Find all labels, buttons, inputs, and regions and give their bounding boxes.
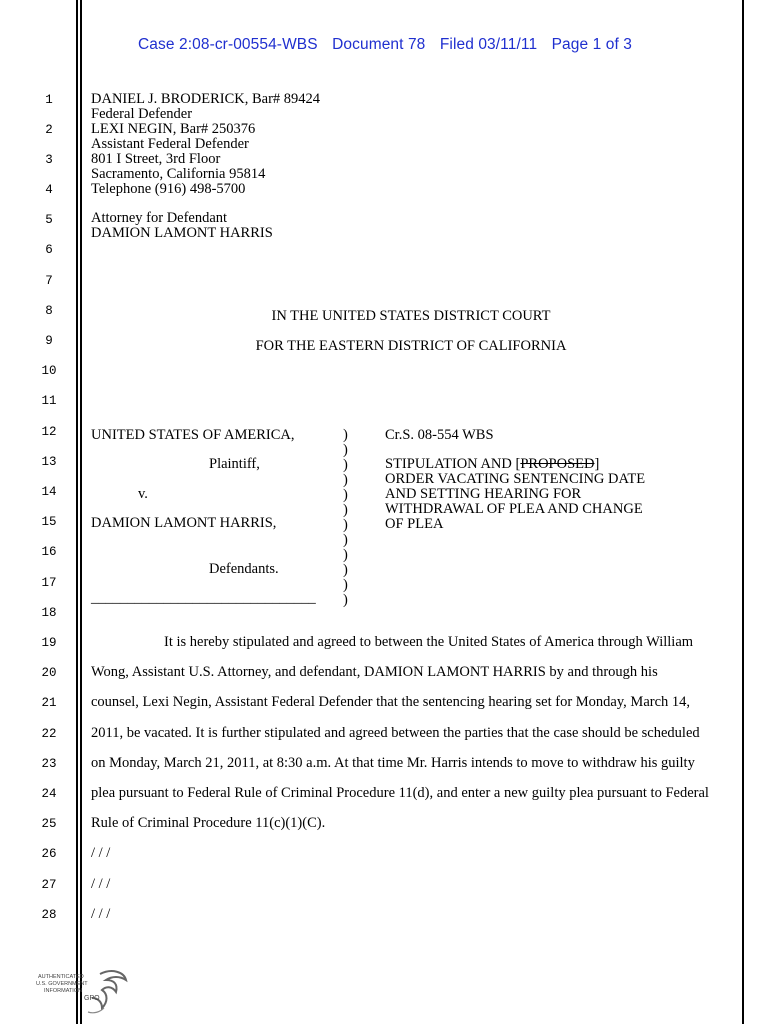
seal-line: U.S. GOVERNMENT [36,981,88,987]
body-line: counsel, Lexi Negin, Assistant Federal Defender that the sentencing hearing set for Monday, March 14, [91,694,691,710]
line-number: 24 [41,787,57,801]
document-title-first-line [385,457,599,472]
line-number: 19 [41,636,57,650]
body-line: plea pursuant to Federal Rule of Criminal Procedure 11(d), and enter a new guilty plea pursuant to Federal [91,785,709,801]
continuation-mark: / / / [91,906,111,922]
line-number: 9 [45,334,53,348]
seal-line: AUTHENTICATED [38,974,84,980]
attorney-line: DANIEL J. BRODERICK, Bar# 89424 [91,91,321,107]
caption-paren: ) [343,577,348,593]
line-number: 10 [41,364,57,378]
plaintiff-name: UNITED STATES OF AMERICA, [91,427,295,443]
line-number: 21 [41,696,57,710]
caption-paren: ) [343,562,348,578]
seal-gpo-text: GPO [84,995,100,1002]
title-suffix: ] [594,456,600,472]
attorney-for-line: Attorney for Defendant [91,210,228,226]
line-number: 15 [41,515,57,529]
header-document-number: Document 78 [332,36,426,53]
line-number: 11 [41,394,57,408]
title-struck-word: PROPOSED [520,456,595,472]
caption-paren: ) [343,457,348,473]
title-prefix: STIPULATION AND [ [385,456,521,472]
defendant-role: Defendants. [209,561,279,577]
caption-paren: ) [343,592,348,608]
line-number: 23 [41,757,57,771]
document-title-line: ORDER VACATING SENTENCING DATE [385,471,646,487]
caption-paren: ) [343,472,348,488]
case-number: Cr.S. 08-554 WBS [385,427,494,443]
line-number: 7 [45,274,53,288]
filing-header [0,36,770,54]
caption-paren: ) [343,547,348,563]
line-number: 12 [41,425,57,439]
line-number: 3 [45,153,53,167]
line-number: 14 [41,485,57,499]
attorney-line: Telephone (916) 498-5700 [91,181,246,197]
line-number: 16 [41,545,57,559]
header-page-number: Page 1 of 3 [551,36,632,53]
attorney-for-client: DAMION LAMONT HARRIS [91,225,273,241]
plaintiff-role: Plaintiff, [209,456,260,472]
body-line: 2011, be vacated. It is further stipulated and agreed between the parties that the case should be scheduled [91,725,700,741]
line-number: 28 [41,908,57,922]
document-title-line: WITHDRAWAL OF PLEA AND CHANGE [385,501,643,517]
body-line: on Monday, March 21, 2011, at 8:30 a.m. At that time Mr. Harris intends to move to withdraw his guilty [91,755,695,771]
document-title-line: OF PLEA [385,516,444,532]
attorney-line: LEXI NEGIN, Bar# 250376 [91,121,256,137]
gpo-authentication-seal [36,968,132,1016]
seal-line: INFORMATION [44,988,83,994]
attorney-line: Assistant Federal Defender [91,136,249,152]
body-line: Wong, Assistant U.S. Attorney, and defendant, DAMION LAMONT HARRIS by and through his [91,664,658,680]
left-margin-rule-outer [76,0,78,1024]
left-margin-rule-inner [80,0,82,1024]
header-filed-date: Filed 03/11/11 [439,36,538,53]
defendant-name: DAMION LAMONT HARRIS, [91,515,277,531]
caption-paren: ) [343,442,348,458]
line-number: 13 [41,455,57,469]
line-number: 4 [45,183,53,197]
court-name: IN THE UNITED STATES DISTRICT COURT [271,308,551,324]
continuation-mark: / / / [91,876,111,892]
attorney-line: Sacramento, California 95814 [91,166,266,182]
line-number: 25 [41,817,57,831]
court-district: FOR THE EASTERN DISTRICT OF CALIFORNIA [255,338,567,354]
eagle-icon [80,968,130,1016]
line-number: 6 [45,243,53,257]
line-number: 2 [45,123,53,137]
body-line: It is hereby stipulated and agreed to between the United States of America through William [164,634,694,650]
line-number: 18 [41,606,57,620]
line-number: 5 [45,213,53,227]
right-margin-rule [742,0,744,1024]
line-number: 8 [45,304,53,318]
line-number: 27 [41,878,57,892]
line-number: 17 [41,576,57,590]
header-case-number: Case 2:08-cr-00554-WBS [138,36,318,53]
line-number: 20 [41,666,57,680]
caption-paren: ) [343,427,348,443]
body-line: Rule of Criminal Procedure 11(c)(1)(C). [91,815,326,831]
line-number: 26 [41,847,57,861]
attorney-line: 801 I Street, 3rd Floor [91,151,221,167]
caption-paren: ) [343,517,348,533]
document-title-line: AND SETTING HEARING FOR [385,486,582,502]
versus: v. [138,486,148,502]
line-number: 22 [41,727,57,741]
line-number: 1 [45,93,53,107]
caption-paren: ) [343,487,348,503]
attorney-line: Federal Defender [91,106,193,122]
caption-paren: ) [343,502,348,518]
caption-paren: ) [343,532,348,548]
caption-underline: _______________________________ [91,590,316,606]
continuation-mark: / / / [91,845,111,861]
